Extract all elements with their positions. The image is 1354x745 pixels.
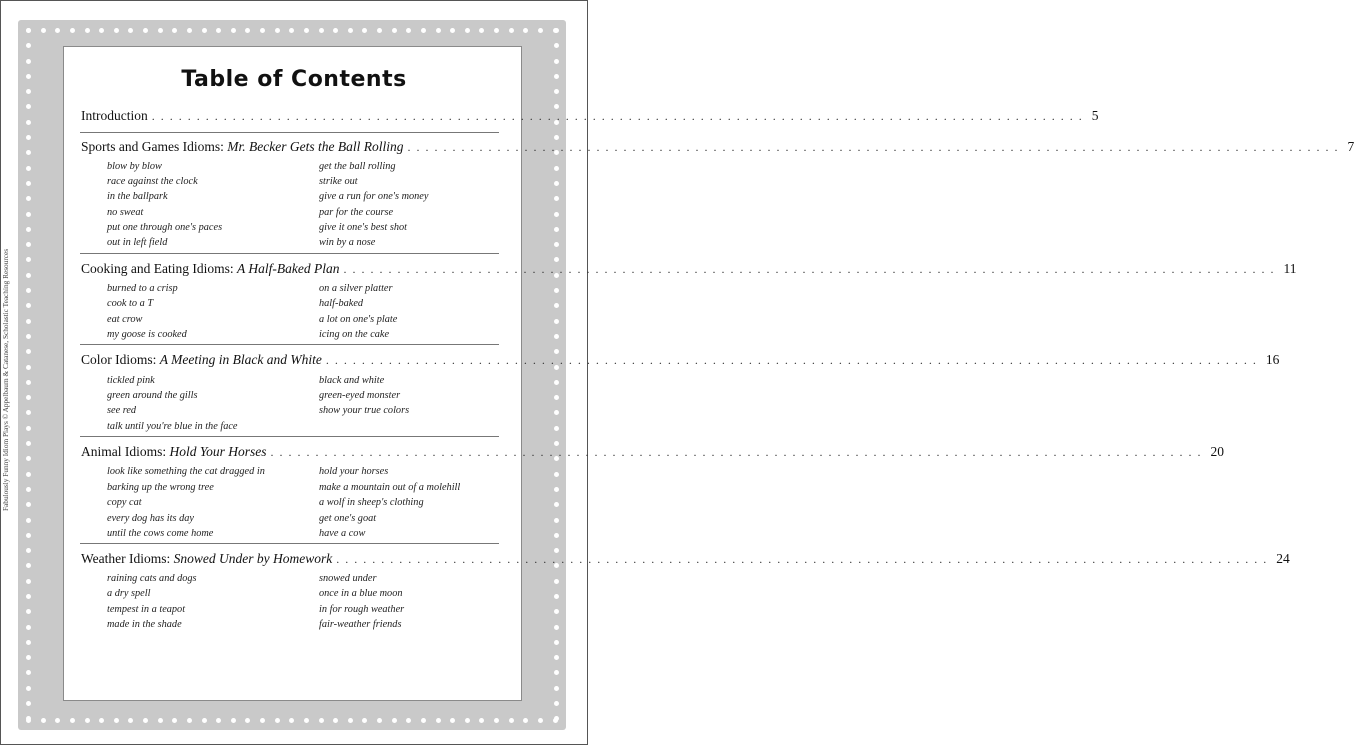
border-dot <box>216 718 221 723</box>
idiom-item: green-eyed monster <box>319 390 401 401</box>
border-dot <box>26 579 31 584</box>
section-divider <box>80 344 499 345</box>
border-dot <box>479 718 484 723</box>
play-title: A Meeting in Black and White <box>159 352 322 367</box>
border-dot <box>26 640 31 645</box>
idiom-item: look like something the cat dragged in <box>107 466 265 477</box>
idiom-item: eat crow <box>107 314 143 325</box>
border-dot <box>55 718 60 723</box>
border-dot <box>436 28 441 33</box>
idiom-item: make a mountain out of a molehill <box>319 482 461 493</box>
border-dot <box>348 28 353 33</box>
border-dot <box>554 686 559 691</box>
border-dot <box>26 533 31 538</box>
idiom-item: give it one's best shot <box>319 222 407 233</box>
border-dot <box>26 502 31 507</box>
border-dot <box>26 655 31 660</box>
border-dot <box>554 334 559 339</box>
border-dot <box>392 28 397 33</box>
border-dot <box>26 410 31 415</box>
border-dot <box>26 303 31 308</box>
section-divider <box>80 132 499 133</box>
border-dot <box>187 718 192 723</box>
dot-leader: ........................................................................................................ <box>407 140 1344 154</box>
copyright-credit: Fabulously Funny Idiom Plays © Appelbaum & Catanese, Scholastic Teaching Resources <box>1 248 10 511</box>
section-divider <box>80 543 499 544</box>
idiom-item: barking up the wrong tree <box>107 482 214 493</box>
border-dot <box>304 28 309 33</box>
idiom-item: raining cats and dogs <box>107 573 197 584</box>
idiom-item: green around the gills <box>107 390 198 401</box>
border-dot <box>85 28 90 33</box>
border-dot <box>554 196 559 201</box>
border-dot <box>554 59 559 64</box>
border-dot <box>231 718 236 723</box>
idiom-item: my goose is cooked <box>107 329 187 340</box>
border-dot <box>275 28 280 33</box>
border-dot <box>26 181 31 186</box>
border-dot <box>554 166 559 171</box>
border-dot <box>392 718 397 723</box>
border-dot <box>85 718 90 723</box>
border-dot <box>494 718 499 723</box>
idiom-item: copy cat <box>107 497 142 508</box>
idiom-item: a dry spell <box>107 588 151 599</box>
border-dot <box>523 28 528 33</box>
border-dot <box>99 718 104 723</box>
border-dot <box>26 120 31 125</box>
border-dot <box>554 487 559 492</box>
toc-page-number: 11 <box>1283 261 1297 276</box>
border-dot <box>26 487 31 492</box>
section-category: Cooking and Eating Idioms: <box>81 261 237 276</box>
dot-leader: ........................................................................................................ <box>336 552 1273 566</box>
border-dot <box>26 701 31 706</box>
border-dot <box>554 670 559 675</box>
idiom-item: out in left field <box>107 237 168 248</box>
border-dot <box>26 334 31 339</box>
section-divider <box>80 436 499 437</box>
border-dot <box>509 28 514 33</box>
play-title: Snowed Under by Homework <box>173 551 333 566</box>
border-dot <box>554 227 559 232</box>
border-dot <box>231 28 236 33</box>
dot-leader: ........................................................................................................ <box>343 262 1280 276</box>
idiom-item: cook to a T <box>107 298 154 309</box>
idiom-item: have a cow <box>319 528 366 539</box>
border-dot <box>26 670 31 675</box>
idiom-item: half-baked <box>319 298 364 309</box>
border-dot <box>465 718 470 723</box>
dot-leader: ........................................................................................................ <box>270 445 1207 459</box>
border-dot <box>41 718 46 723</box>
idiom-item: get one's goat <box>319 513 377 524</box>
border-dot <box>26 104 31 109</box>
border-dot <box>26 319 31 324</box>
border-dot <box>26 166 31 171</box>
section-category: Color Idioms: <box>81 352 160 367</box>
idiom-item: a wolf in sheep's clothing <box>319 497 424 508</box>
toc-entry-introduction[interactable] <box>81 108 1099 124</box>
border-dot <box>128 718 133 723</box>
play-title: Mr. Becker Gets the Ball Rolling <box>227 139 404 154</box>
border-dot <box>509 718 514 723</box>
idiom-item: race against the clock <box>107 176 198 187</box>
idiom-item: a lot on one's plate <box>319 314 398 325</box>
border-dot <box>523 718 528 723</box>
border-dot <box>319 28 324 33</box>
idiom-item: strike out <box>319 176 358 187</box>
border-dot <box>554 655 559 660</box>
border-dot <box>377 28 382 33</box>
border-dot <box>465 28 470 33</box>
border-dot <box>436 718 441 723</box>
border-dot <box>245 718 250 723</box>
border-dot <box>26 150 31 155</box>
idiom-item: fair-weather friends <box>319 619 402 630</box>
border-dot <box>554 181 559 186</box>
border-dot <box>26 288 31 293</box>
idiom-item: win by a nose <box>319 237 376 248</box>
toc-page-number: 7 <box>1347 139 1354 154</box>
dot-leader: ........................................................................................................ <box>151 109 1088 123</box>
border-dot <box>26 349 31 354</box>
border-dots-bottom <box>26 716 558 724</box>
border-dot <box>450 718 455 723</box>
idiom-item: no sweat <box>107 207 144 218</box>
idiom-item: see red <box>107 405 137 416</box>
border-dot <box>26 456 31 461</box>
idiom-item: once in a blue moon <box>319 588 403 599</box>
border-dot <box>26 212 31 217</box>
border-dot <box>554 701 559 706</box>
border-dot <box>554 472 559 477</box>
idiom-item: hold your horses <box>319 466 389 477</box>
border-dot <box>260 718 265 723</box>
border-dot <box>143 28 148 33</box>
border-dot <box>554 410 559 415</box>
border-dot <box>114 718 119 723</box>
border-dot <box>479 28 484 33</box>
idiom-item: talk until you're blue in the face <box>107 421 238 432</box>
border-dot <box>362 28 367 33</box>
idiom-item: tempest in a teapot <box>107 604 186 615</box>
idiom-item: give a run for one's money <box>319 191 429 202</box>
border-dot <box>554 533 559 538</box>
border-dot <box>554 426 559 431</box>
border-dot <box>554 242 559 247</box>
border-dot <box>158 28 163 33</box>
border-dot <box>26 563 31 568</box>
section-category: Weather Idioms: <box>81 551 174 566</box>
border-dot <box>333 718 338 723</box>
border-dot <box>26 686 31 691</box>
border-dot <box>26 548 31 553</box>
idiom-item: snowed under <box>319 573 377 584</box>
idiom-item: on a silver platter <box>319 283 393 294</box>
border-dot <box>172 28 177 33</box>
border-dot <box>26 380 31 385</box>
border-dot <box>450 28 455 33</box>
section-divider <box>80 253 499 254</box>
border-dot <box>319 718 324 723</box>
border-dot <box>554 716 559 721</box>
border-dot <box>26 441 31 446</box>
toc-page-number: 5 <box>1091 108 1099 123</box>
border-dot <box>554 43 559 48</box>
border-dot <box>554 395 559 400</box>
idiom-item: made in the shade <box>107 619 182 630</box>
idiom-item: par for the course <box>319 207 394 218</box>
border-dot <box>406 28 411 33</box>
border-dots-top <box>26 26 558 34</box>
border-dot <box>538 28 543 33</box>
border-dot <box>275 718 280 723</box>
idiom-item: get the ball rolling <box>319 161 396 172</box>
border-dot <box>289 28 294 33</box>
idiom-item: in the ballpark <box>107 191 168 202</box>
border-dot <box>554 502 559 507</box>
idiom-item: blow by blow <box>107 161 162 172</box>
border-dot <box>216 28 221 33</box>
border-dot <box>554 28 559 33</box>
border-dot <box>554 518 559 523</box>
border-dot <box>348 718 353 723</box>
border-dot <box>554 579 559 584</box>
border-dot <box>26 43 31 48</box>
border-dot <box>26 365 31 370</box>
border-dot <box>26 28 31 33</box>
border-dot <box>26 716 31 721</box>
border-dot <box>26 196 31 201</box>
toc-entry-animal[interactable] <box>81 444 1225 460</box>
border-dot <box>554 303 559 308</box>
border-dot <box>114 28 119 33</box>
border-dot <box>554 609 559 614</box>
toc-entry-cooking-and-eating[interactable] <box>81 261 1297 277</box>
idiom-item: icing on the cake <box>319 329 390 340</box>
border-dot <box>554 380 559 385</box>
idiom-item: black and white <box>319 375 385 386</box>
border-dot <box>99 28 104 33</box>
border-dot <box>202 718 207 723</box>
play-title: A Half-Baked Plan <box>237 261 340 276</box>
section-category: Animal Idioms: <box>81 444 170 459</box>
border-dot <box>26 609 31 614</box>
play-title: Hold Your Horses <box>169 444 267 459</box>
border-dots-right <box>552 28 560 722</box>
border-dot <box>158 718 163 723</box>
border-dot <box>377 718 382 723</box>
border-dot <box>41 28 46 33</box>
border-dot <box>538 718 543 723</box>
border-dot <box>554 594 559 599</box>
border-dot <box>554 625 559 630</box>
border-dot <box>187 28 192 33</box>
border-dot <box>26 135 31 140</box>
section-category: Sports and Games Idioms: <box>81 139 228 154</box>
dot-leader: ........................................................................................................ <box>325 353 1262 367</box>
border-dots-left <box>24 28 32 722</box>
border-dot <box>554 288 559 293</box>
border-dot <box>26 426 31 431</box>
idiom-item: burned to a crisp <box>107 283 178 294</box>
border-dot <box>421 28 426 33</box>
toc-entry-color[interactable] <box>81 352 1280 368</box>
idiom-item: until the cows come home <box>107 528 214 539</box>
border-dot <box>26 472 31 477</box>
border-dot <box>26 625 31 630</box>
border-dot <box>172 718 177 723</box>
border-dot <box>554 212 559 217</box>
border-dot <box>26 242 31 247</box>
border-dot <box>26 594 31 599</box>
border-dot <box>202 28 207 33</box>
toc-entry-sports-and-games[interactable] <box>81 139 1354 155</box>
border-dot <box>70 718 75 723</box>
border-dot <box>70 28 75 33</box>
border-dot <box>421 718 426 723</box>
idiom-item: every dog has its day <box>107 513 194 524</box>
idiom-item: put one through one's paces <box>107 222 223 233</box>
toc-page-number: 24 <box>1276 551 1290 566</box>
border-dot <box>128 28 133 33</box>
border-dot <box>304 718 309 723</box>
toc-page-number: 20 <box>1210 444 1225 459</box>
border-dot <box>55 28 60 33</box>
border-dot <box>406 718 411 723</box>
toc-entry-weather[interactable] <box>81 551 1290 567</box>
border-dot <box>333 28 338 33</box>
border-dot <box>245 28 250 33</box>
border-dot <box>554 640 559 645</box>
border-dot <box>554 319 559 324</box>
border-dot <box>143 718 148 723</box>
toc-entry-label: Introduction <box>81 108 148 123</box>
border-dot <box>26 227 31 232</box>
border-dot <box>362 718 367 723</box>
border-dot <box>26 273 31 278</box>
border-dot <box>26 257 31 262</box>
idiom-item: show your true colors <box>319 405 410 416</box>
idiom-item: tickled pink <box>107 375 155 386</box>
idiom-item: in for rough weather <box>319 604 405 615</box>
border-dot <box>260 28 265 33</box>
page-title: Table of Contents <box>181 67 407 92</box>
toc-page-number: 16 <box>1265 352 1280 367</box>
border-dot <box>289 718 294 723</box>
border-dot <box>26 59 31 64</box>
border-dot <box>26 395 31 400</box>
border-dot <box>26 518 31 523</box>
border-dot <box>494 28 499 33</box>
